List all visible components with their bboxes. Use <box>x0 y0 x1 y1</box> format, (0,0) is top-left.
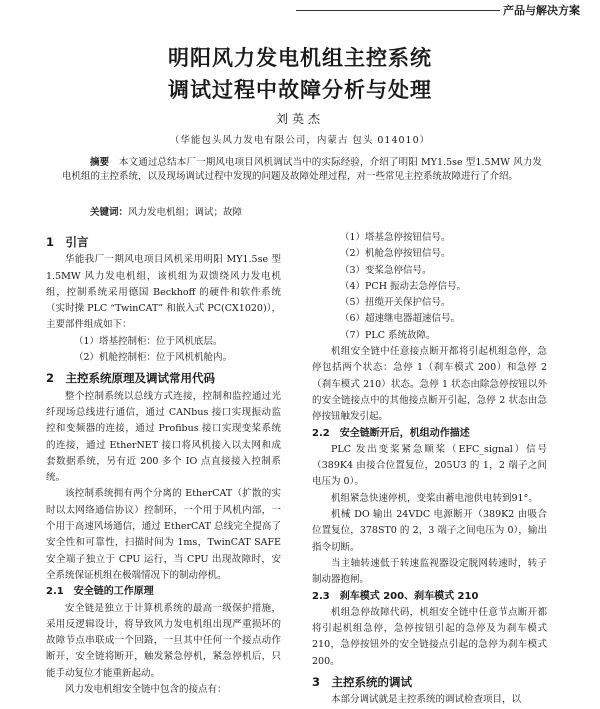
section-2-3-heading: 2.3 刹车模式 200、刹车模式 210 <box>312 590 479 602</box>
affiliation: （华能包头风力发电有限公司，内蒙古 包头 014010） <box>169 135 431 146</box>
section-2-2-heading: 2.2 安全链断开后，机组动作描述 <box>312 427 470 439</box>
list-item: （2）机舱控制柜：位于风机机舱内。 <box>74 352 233 364</box>
section-2-3-paragraph: 机组急停故障代码，机组安全链中任意节点断开都将引起机组急停，急停按钮引起的急停及为刹车模式 210，急停按钮外的安全链接点引起的急停为刹车模式 200。 <box>312 606 547 667</box>
section-1-heading: 1 引言 <box>46 235 89 249</box>
title-line-1: 明阳风力发电机组主控系统 <box>168 46 432 70</box>
list-item: （4）PCH 振动去急停信号。 <box>340 280 467 292</box>
header-rule <box>296 10 500 11</box>
section-label: 产品与解决方案 <box>503 4 580 17</box>
title-line-2: 调试过程中故障分析与处理 <box>168 78 432 102</box>
list-item: （1）塔基急停按钮信号。 <box>340 232 451 243</box>
section-2-2-paragraph-3: 机械 DO 输出 24VDC 电源断开（389K2 由吸合位置复位，378ST0 的 2，3 端子之间电压为 0），输出指令切断。 <box>312 509 547 553</box>
section-2-paragraph-2: 该控制系统拥有两个分离的 EtherCAT（扩散的实时以太网络通信协议）控制环，一个用于风机内部，一个用于高速风场通信，通过 EtherCAT 总线完全提高了安全性和可靠性，扫描时间为 1ms，TwinCAT SAFE 安全端子独立于 CPU 运行，当 CPU 出现故障时，安全系统保证机组在极端情况下的制动停机。 <box>46 488 281 581</box>
list-item: （6）超速继电器超速信号。 <box>340 313 461 325</box>
section-2-2-paragraph-1: PLC 发出变桨紧急顺桨（EFC_signal）信号（389K4 由接合位置复位，205U3 的 1，2 端子之间电压为 0）。 <box>312 443 547 488</box>
list-item: （2）机舱急停按钮信号。 <box>340 248 451 260</box>
section-2-2-paragraph-4: 当主轴转速低于转速监视器设定脱网转速时，转子制动器抱闸。 <box>312 557 547 586</box>
right-column <box>312 230 547 709</box>
list-item: （3）变桨急停信号。 <box>340 264 432 276</box>
section-3-paragraph: 本部分调试就是主控系统的调试检查项目，以 <box>331 694 522 706</box>
section-2-2-paragraph-2: 机组紧急快速停机，变桨由蓄电池供电转到91°。 <box>331 492 538 504</box>
safety-chain-paragraph: 机组安全链中任意接点断开都将引起机组急停，急停包括两个状态：急停 1（刹车模式 200）和急停 2（刹车模式 210）状态。急停 1 状态由除急停按钮以外的安全链接点中的其他接点断开引起，急停 2 状态由急停按钮触发引起。 <box>312 346 547 423</box>
section-2-heading: 2 主控系统原理及调试常用代码 <box>46 371 215 386</box>
keywords <box>90 204 242 218</box>
abstract-text: 本文通过总结本厂一期风电项目风机调试当中的实际经验，介绍了明阳 MY1.5se 型1.5MW 风力发电机组的主控系统，以及现场调试过程中发现的问题及故障处理过程，对一些常见主控系统故障进行了介绍。 <box>62 157 542 182</box>
list-item: （1）塔基控制柜：位于风机底层。 <box>74 335 223 347</box>
section-3-heading: 3 主控系统的调试 <box>312 675 413 690</box>
abstract-label: 摘要 <box>90 157 110 168</box>
list-item: （7）PLC 系统故障。 <box>340 329 436 341</box>
section-2-1-paragraph-2: 风力发电机组安全链中包含的接点有： <box>65 684 227 696</box>
left-column <box>46 230 281 698</box>
author: 刘英杰 <box>275 112 324 126</box>
keywords-label: 关键词： <box>90 207 129 218</box>
keywords-text: 风力发电机组；调试；故障 <box>128 207 243 218</box>
list-item: （5）扭缆开关保护信号。 <box>340 297 451 309</box>
section-2-paragraph-1: 整个控制系统以总线方式连接，控制和监控通过光纤现场总线进行通信，通过 CANbus 接口实现振动监控和变频器的连接，通过 Profibus 接口实现变桨系统的连接，通过 EtherNET 接口将风机接入以太网和成套数据系统，另有近 200 多个 IO 点直接接入控制系统。 <box>46 390 281 484</box>
section-2-1-heading: 2.1 安全链的工作原理 <box>46 586 154 598</box>
abstract <box>62 156 542 184</box>
section-1-paragraph: 华能我厂一期风电项目风机采用明阳 MY1.5se 型 1.5MW 风力发电机组，该机组为双馈绕风力发电机组，控制系统采用德国 Beckhoff 的硬件和软件系统（实时操 PLC “TwinCAT” 和嵌入式 PC(CX1020)），主要部件组成如下： <box>46 254 281 331</box>
section-2-1-paragraph-1: 安全链是独立于计算机系统的最高一级保护措施，采用反逻辑设计，将导致风力发电机组出现严重损坏的故障节点串联成一个回路，一旦其中任何一个接点动作断开，安全链将断开，触发紧急停机，紧急停机后，只能手动复位才能重新起动。 <box>46 602 281 679</box>
